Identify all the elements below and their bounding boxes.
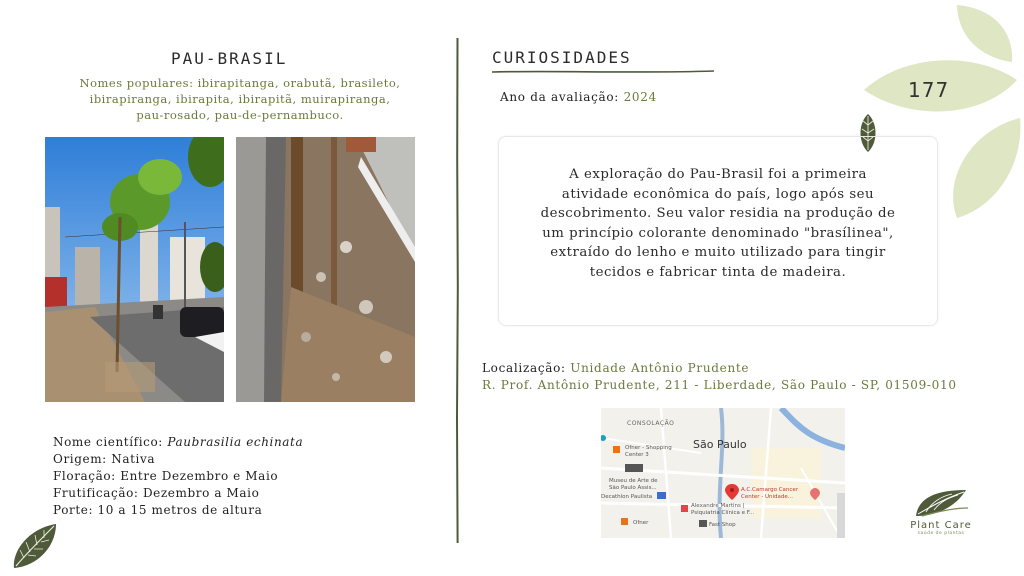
scientific-name: [53, 434, 303, 451]
shopping-icon: [613, 446, 620, 453]
map-poi: Museu de Arte de: [609, 478, 658, 484]
map-poi: Fast Shop: [709, 522, 736, 528]
map-label-district: CONSOLAÇÃO: [627, 420, 675, 427]
evaluation-year-value: 2024: [623, 90, 657, 104]
location: [482, 360, 957, 394]
fruiting: Frutificação: Dezembro a Maio: [53, 486, 260, 500]
location-label: Localização:: [482, 361, 571, 375]
store-icon: [699, 520, 707, 527]
evaluation-year-label: Ano da avaliação:: [500, 90, 624, 104]
scientific-name-label: Nome científico:: [53, 435, 168, 449]
vertical-divider: [455, 38, 460, 543]
curiosity-line: um princípio colorante denominado "brasílinea",: [542, 225, 894, 241]
map-poi: Ofner - Shopping: [625, 445, 672, 451]
origin: Origem: Nativa: [53, 452, 156, 466]
popular-names-line: pau-rosado, pau-de-pernambuco.: [136, 108, 344, 122]
curiosity-line: tecidos e fabricar tinta de madeira.: [589, 264, 847, 280]
map-poi: Alexandre Martins |: [691, 503, 745, 509]
curiosities-title: CURIOSIDADES: [492, 48, 632, 67]
location-unit: [482, 360, 957, 377]
location-address: R. Prof. Antônio Prudente, 211 - Liberdade, São Paulo - SP, 01509-010: [482, 378, 957, 392]
tree-size: Porte: 10 a 15 metros de altura: [53, 503, 263, 517]
plant-care-logo-icon: [912, 486, 970, 518]
hospital-icon: [681, 505, 688, 512]
title-underline: [492, 69, 714, 75]
map-poi: A.C.Camargo Cancer: [741, 487, 799, 493]
map-poi: Center 3: [625, 452, 649, 458]
tree-photo-street: [45, 137, 224, 402]
scientific-name-value: Paubrasilia echinata: [167, 435, 304, 449]
map-poi: Psiquiatria Clínica e F...: [691, 510, 755, 516]
plant-care-logo: [906, 486, 976, 536]
curiosity-card: [498, 136, 938, 326]
shopping-icon: [621, 518, 628, 525]
curiosity-line: atividade econômica do país, logo após seu: [561, 186, 875, 202]
flowering: Floração: Entre Dezembro e Maio: [53, 469, 279, 483]
curiosity-line: extraído do lenho e muito utilizado para tingir: [550, 245, 886, 261]
map-poi: Decathlon Paulista: [601, 494, 653, 500]
map-poi: Ofner: [633, 520, 649, 526]
logo-tagline: saúde de plantas: [917, 531, 965, 536]
museum-icon: [625, 464, 643, 472]
tree-photo-soil: [236, 137, 415, 402]
popular-names: [60, 75, 420, 123]
location-map[interactable]: [601, 408, 845, 538]
curiosity-line: A exploração do Pau-Brasil foi a primeira: [569, 167, 867, 182]
species-title: PAU-BRASIL: [171, 49, 288, 68]
map-poi: Center - Unidade...: [741, 494, 794, 500]
leaf-decoration-icon: [10, 522, 60, 570]
popular-names-line: Nomes populares: ibirapitanga, orabutã, brasileto,: [79, 76, 401, 90]
evaluation-year: [500, 90, 657, 104]
curiosity-text: [511, 165, 925, 283]
location-unit-value: Unidade Antônio Prudente: [570, 361, 750, 375]
logo-name: Plant Care: [910, 520, 972, 531]
map-poi: São Paulo Assis...: [609, 485, 657, 491]
popular-names-line: ibirapiranga, ibirapita, ibirapitã, muirapiranga,: [89, 92, 391, 106]
species-info: [53, 434, 303, 519]
map-label-city: São Paulo: [693, 438, 747, 451]
page-number: 177: [908, 78, 950, 102]
store-icon: [657, 492, 666, 499]
curiosity-line: descobrimento. Seu valor residia na produção de: [540, 206, 896, 222]
